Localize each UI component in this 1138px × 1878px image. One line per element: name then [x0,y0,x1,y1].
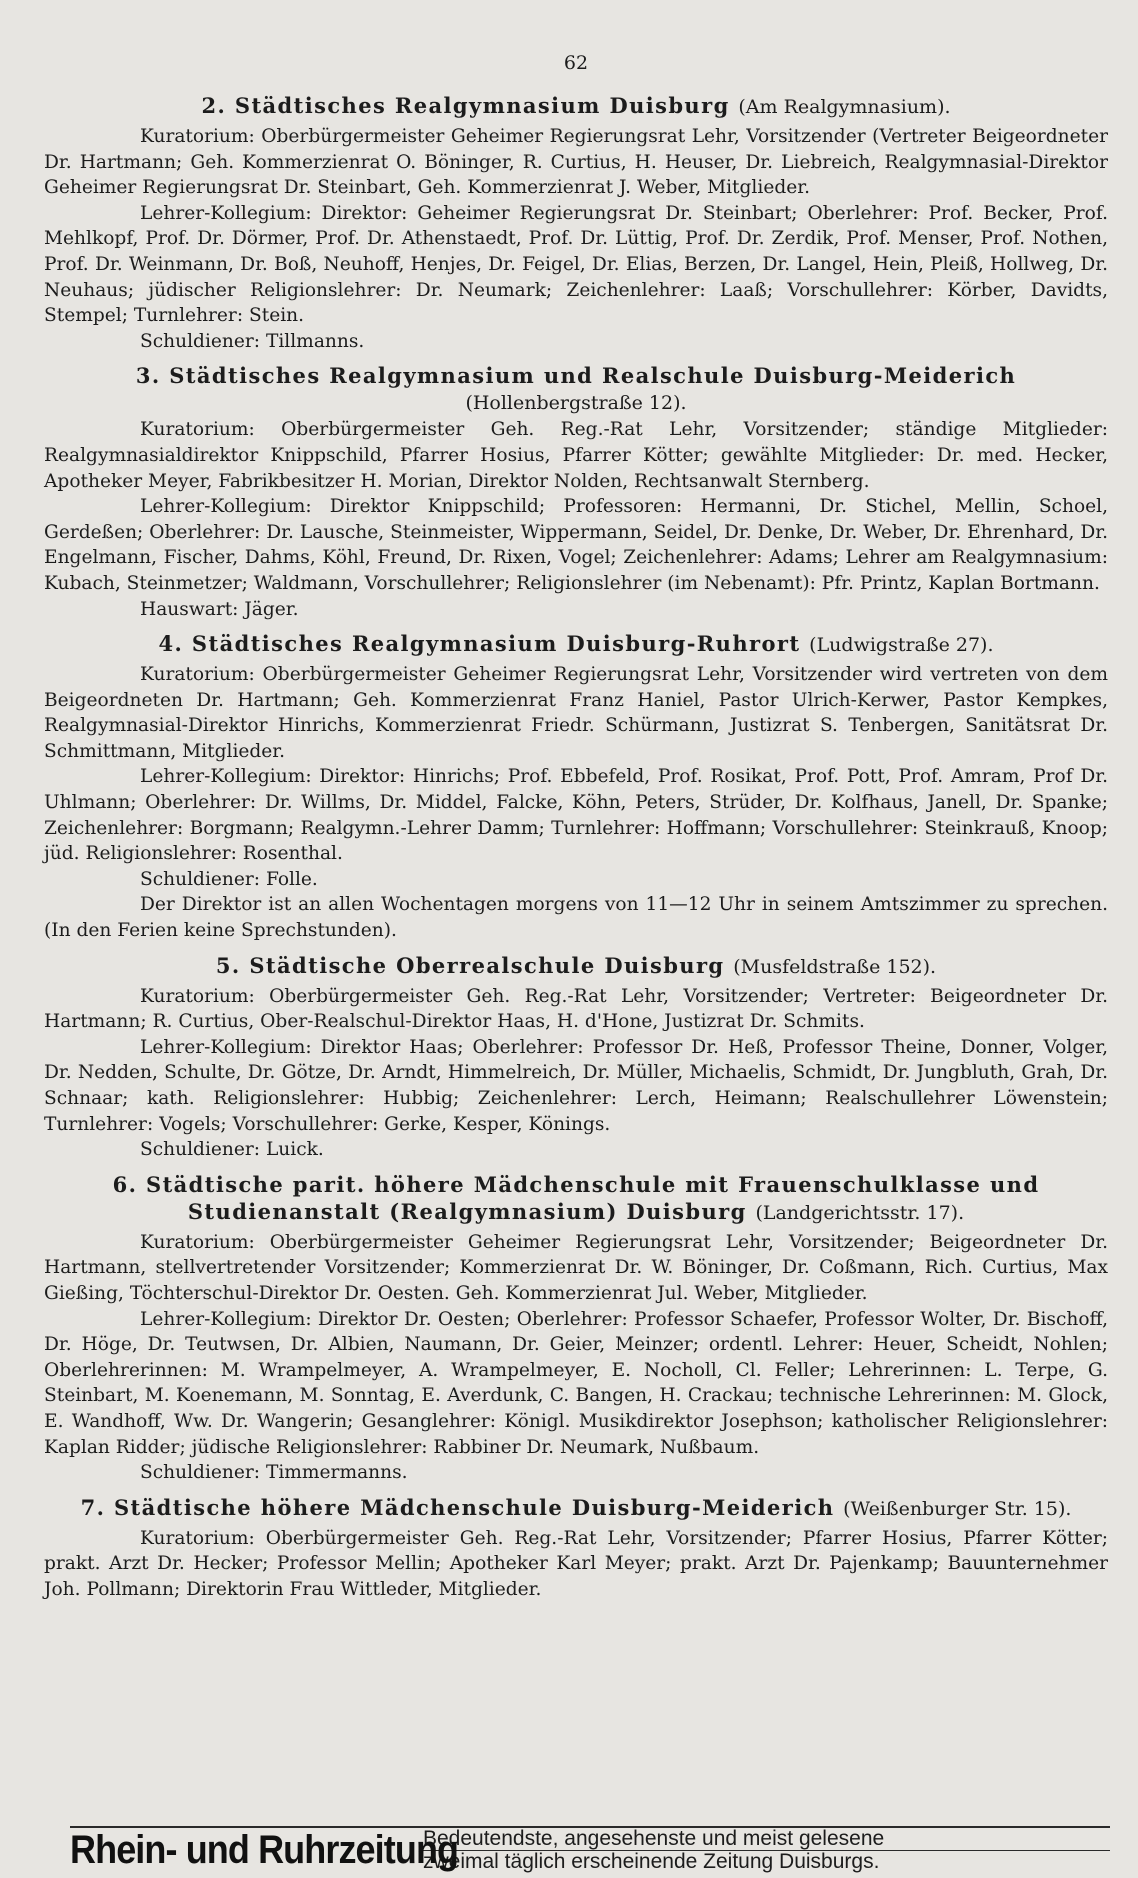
section-title: 6. Städtische parit. höhere Mädchenschule mit Frauenschulklasse und Studienanstalt (Realgymnasium) Duisburg [112,1171,1040,1224]
advertisement-line-1: Bedeutendste, angesehenste und meist gelesene [423,1828,1110,1851]
advertisement-title: Rhein- und Ruhrzeitung [70,1828,459,1872]
advertisement-line-2: zweimal täglich erscheinende Zeitung Duisburgs. [423,1850,880,1873]
kuratorium-paragraph: Kuratorium: Oberbürgermeister Geheimer Regierungsrat Lehr, Vorsitzender; Beigeordneter Dr. Hartmann, stellvertretender Vorsitzender; Kommerzienrat Dr. W. Böninger, Dr. Coßmann, Rich. Curtius, Max Gießing, Töchterschul-Direktor Dr. Oesten. Geh. Kommerzienrat Jul. Weber, Mitglieder. [44,1231,1108,1304]
section-title: 2. Städtisches Realgymnasium Duisburg [201,93,730,118]
section-heading [44,92,1108,121]
section-2 [44,92,1108,354]
section-address: (Ludwigstraße 27). [809,634,994,657]
kuratorium-paragraph: Kuratorium: Oberbürgermeister Geh. Reg.-Rat Lehr, Vorsitzender; Pfarrer Hosius, Pfarrer Kötter; prakt. Arzt Dr. Hecker; Professor Mellin; Apotheker Karl Meyer; prakt. Arzt Dr. Pajenkamp; Bauunternehmer Joh. Pollmann; Direktorin Frau Wittleder, Mitglieder. [44,1527,1108,1600]
kollegium-paragraph: Lehrer-Kollegium: Direktor Haas; Oberlehrer: Professor Dr. Heß, Professor Theine, Donner, Volger, Dr. Nedden, Schulte, Dr. Götze, Dr. Arndt, Himmelreich, Dr. Müller, Michaelis, Schmidt, Dr. Jungbluth, Grah, Dr. Schnaar; kath. Religionslehrer: Hubbig; Zeichenlehrer: Lerch, Heimann; Realschullehrer Löwenstein; Turnlehrer: Vogels; Vorschullehrer: Gerke, Kesper, Könings. [44,1036,1108,1135]
section-4 [44,630,1108,944]
section-6 [44,1171,1108,1486]
section-address: (Musfeldstraße 152). [733,955,937,978]
section-address: (Landgerichtsstr. 17). [755,1201,965,1224]
section-address: (Am Realgymnasium). [738,96,951,118]
kollegium-paragraph: Lehrer-Kollegium: Direktor Knippschild; Professoren: Hermanni, Dr. Stichel, Mellin, Schoel, Gerdeßen; Oberlehrer: Dr. Lausche, Steinmeister, Wippermann, Seidel, Dr. Denke, Dr. Weber, Dr. Ehrenhard, Dr. Engelmann, Fischer, Dahms, Köhl, Freund, Dr. Rixen, Vogel; Zeichenlehrer: Adams; Lehrer am Realgymnasium: Kubach, Steinmetzer; Waldmann, Vorschullehrer; Religionslehrer (im Nebenamt): Pfr. Printz, Kaplan Bortmann. [44,496,1108,594]
advertisement-slogan [415,1828,1110,1874]
kuratorium-paragraph: Kuratorium: Oberbürgermeister Geh. Reg.-Rat Lehr, Vorsitzender; Vertreter: Beigeordneter Dr. Hartmann; R. Curtius, Ober-Realschul-Direktor Haas, H. d'Hone, Justizrat Dr. Schmits. [44,985,1108,1033]
schuldiener-line: Schuldiener: Folle. [140,868,318,890]
office-hours-note: Der Direktor ist an allen Wochentagen morgens von 11—12 Uhr in seinem Amtszimmer zu sprechen. (In den Ferien keine Sprechstunden). [44,894,1108,942]
kuratorium-paragraph: Kuratorium: Oberbürgermeister Geh. Reg.-Rat Lehr, Vorsitzender; ständige Mitglieder: Realgymnasialdirektor Knippschild, Pfarrer Hosius, Pfarrer Kötter; gewählte Mitglieder: Dr. med. Hecker, Apotheker Meyer, Fabrikbesitzer H. Morian, Direktor Nolden, Rechtsanwalt Sternberg. [44,419,1108,492]
newspaper-advertisement [70,1826,1110,1874]
section-address: (Weißenburger Str. 15). [843,1497,1072,1520]
section-heading [44,1494,1108,1523]
schuldiener-line: Schuldiener: Tillmanns. [140,330,365,352]
section-5 [44,952,1108,1163]
kuratorium-paragraph: Kuratorium: Oberbürgermeister Geheimer Regierungsrat Lehr, Vorsitzender wird vertreten von dem Beigeordneten Dr. Hartmann; Geh. Kommerzienrat Franz Haniel, Pastor Ulrich-Kerwer, Pastor Kempkes, Realgymnasial-Direktor Hinrichs, Kommerzienrat Friedr. Schürmann, Justizrat S. Tenbergen, Sanitätsrat Dr. Schmittmann, Mitglieder. [44,664,1108,762]
section-heading [44,630,1108,659]
section-heading [44,952,1108,981]
section-title: 3. Städtisches Realgymnasium und Realschule Duisburg-Meiderich [135,363,1017,389]
kollegium-paragraph: Lehrer-Kollegium: Direktor: Geheimer Regierungsrat Dr. Steinbart; Oberlehrer: Prof. Becker, Prof. Mehlkopf, Prof. Dr. Dörmer, Prof. Dr. Athenstaedt, Prof. Dr. Lüttig, Prof. Dr. Zerdik, Prof. Menser, Prof. Nothen, Prof. Dr. Weinmann, Dr. Boß, Neuhoff, Henjes, Dr. Feigel, Dr. Elias, Berzen, Dr. Langel, Hein, Pleiß, Hollweg, Dr. Neuhaus; jüdischer Religionslehrer: Dr. Neumark; Zeichenlehrer: Laaß; Vorschullehrer: Körber, Davidts, Stempel; Turnlehrer: Stein. [44,202,1108,327]
kollegium-paragraph: Lehrer-Kollegium: Direktor Dr. Oesten; Oberlehrer: Professor Schaefer, Professor Wolter, Dr. Bischoff, Dr. Höge, Dr. Teutwsen, Dr. Albien, Naumann, Dr. Geier, Meinzer; ordentl. Lehrer: Heuer, Scheidt, Nohlen; Oberlehrerinnen: M. Wrampelmeyer, A. Wrampelmeyer, E. Nocholl, Cl. Feller; Lehrerinnen: L. Terpe, G. Steinbart, M. Koenemann, M. Sonntag, E. Averdunk, C. Bangen, H. Crackau; technische Lehrerinnen: M. Glock, E. Wandhoff, Ww. Dr. Wangerin; Gesanglehrer: Königl. Musikdirektor Josephson; katholischer Religionslehrer: Kaplan Ridder; jüdische Religionslehrer: Rabbiner Dr. Neumark, Nußbaum. [44,1308,1108,1458]
page-number: 62 [563,52,589,74]
kollegium-paragraph: Lehrer-Kollegium: Direktor: Hinrichs; Prof. Ebbefeld, Prof. Rosikat, Prof. Pott, Prof. Amram, Prof Dr. Uhlmann; Oberlehrer: Dr. Willms, Dr. Middel, Falcke, Köhn, Peters, Strüder, Dr. Kolfhaus, Janell, Dr. Spanke; Zeichenlehrer: Borgmann; Realgymn.-Lehrer Damm; Turnlehrer: Hoffmann; Vorschullehrer: Steinkrauß, Knoop; jüd. Religionslehrer: Rosenthal. [44,766,1108,865]
section-heading [44,362,1108,389]
section-heading [44,1171,1108,1227]
schuldiener-line: Schuldiener: Timmermanns. [140,1462,408,1484]
section-title: 4. Städtisches Realgymnasium Duisburg-Ruhrort [158,631,801,657]
hauswart-line: Hauswart: Jäger. [140,598,299,620]
section-title: 5. Städtische Oberrealschule Duisburg [215,952,725,978]
kuratorium-paragraph: Kuratorium: Oberbürgermeister Geheimer Regierungsrat Lehr, Vorsitzender (Vertreter Beigeordneter Dr. Hartmann; Geh. Kommerzienrat O. Böninger, R. Curtius, H. Heuser, Dr. Liebreich, Realgymnasial-Direktor Geheimer Regierungsrat Dr. Steinbart, Geh. Kommerzienrat J. Weber, Mitglieder. [44,126,1108,199]
schuldiener-line: Schuldiener: Luick. [140,1139,324,1161]
section-7 [44,1494,1108,1603]
section-3 [44,362,1108,622]
section-title: 7. Städtische höhere Mädchenschule Duisburg-Meiderich [80,1494,835,1520]
section-address: (Hollenbergstraße 12). [465,392,687,415]
